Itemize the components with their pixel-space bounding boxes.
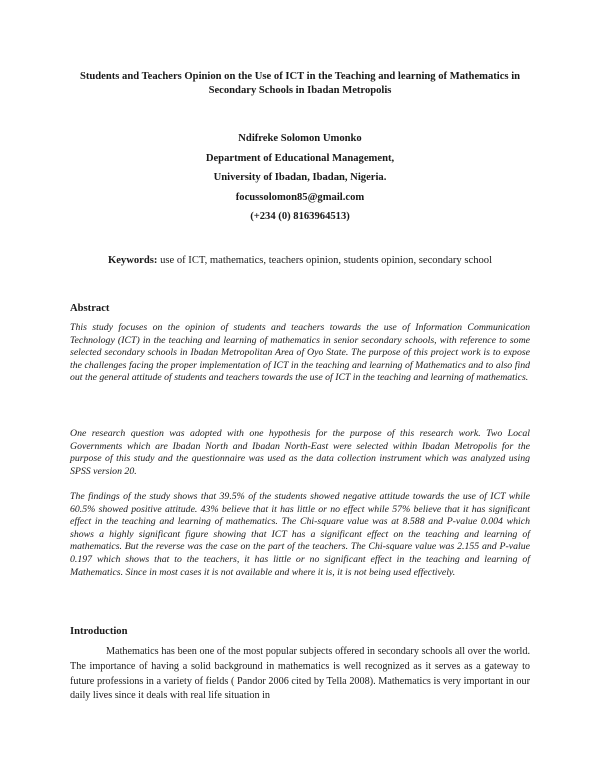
author-block — [100, 129, 500, 227]
abstract-paragraph-2: One research question was adopted with one hypothesis for the purpose of this research work. Two Local Governments which are Ibadan North and Ibadan North-East were selected within Ibadan Metropolis for the purpose of this study and the questionnaire was used as the data collection instrument which was analyzed using SPSS version 20. — [70, 428, 530, 477]
introduction-heading: Introduction — [70, 626, 128, 637]
author-phone: (+234 (0) 8163964513) — [250, 211, 350, 222]
author-email: focussolomon85@gmail.com — [235, 191, 365, 203]
paper-title: Students and Teachers Opinion on the Use of ICT in the Teaching and learning of Mathematics in Secondary Schools in Ibadan Metropolis — [79, 71, 521, 96]
abstract-heading: Abstract — [70, 303, 110, 314]
author-name: Ndifreke Solomon Umonko — [238, 133, 362, 144]
introduction-paragraph: Mathematics has been one of the most popular subjects offered in secondary schools all over the world. The importance of having a solid background in mathematics is well recognized as it serves as a gateway to future professions in a variety of fields ( Pandor 2006 cited by Tella 2008). Mathematics is very important in our daily lives since it deals with real life situation in — [70, 646, 530, 702]
abstract-paragraph-3: The findings of the study shows that 39.5% of the students showed negative attitude towards the use of ICT while 60.5% showed positive attitude. 43% believe that it has little or no effect while 57% believe that it has significant effect in the teaching and learning of mathematics. The Chi-square value was at 8.588 and P-value 0.004 which shows a highly significant figure showing that ICT has a significant effect on the teaching and learning of mathematics. But the reverse was the case on the part of the teachers. The Chi-square value was 2.155 and P-value 0.197 which shows that to the teachers, it has little or no significant effect in the teaching and learning of Mathematics. Since in most cases it is not available and where it is, it is not being used effectively. — [70, 491, 530, 578]
keywords-line — [40, 254, 560, 268]
keywords-text: use of ICT, mathematics, teachers opinion, students opinion, secondary school — [160, 255, 493, 266]
keywords-label: Keywords: — [107, 255, 158, 266]
author-institution: University of Ibadan, Ibadan, Nigeria. — [213, 172, 387, 183]
author-department: Department of Educational Management, — [205, 152, 395, 164]
abstract-paragraph-1: This study focuses on the opinion of students and teachers towards the use of Information Communication Technology (ICT) in the teaching and learning of mathematics in senior secondary schools, with reference to some selected secondary schools in Ibadan Metropolitan Area of Oyo State. The purpose of this project work is to expose the challenges facing the proper implementation of ICT in the teaching and learning of Mathematics and to also find out the general attitude of students and teachers towards the use of ICT in the teaching and learning of mathematics. — [70, 322, 530, 384]
